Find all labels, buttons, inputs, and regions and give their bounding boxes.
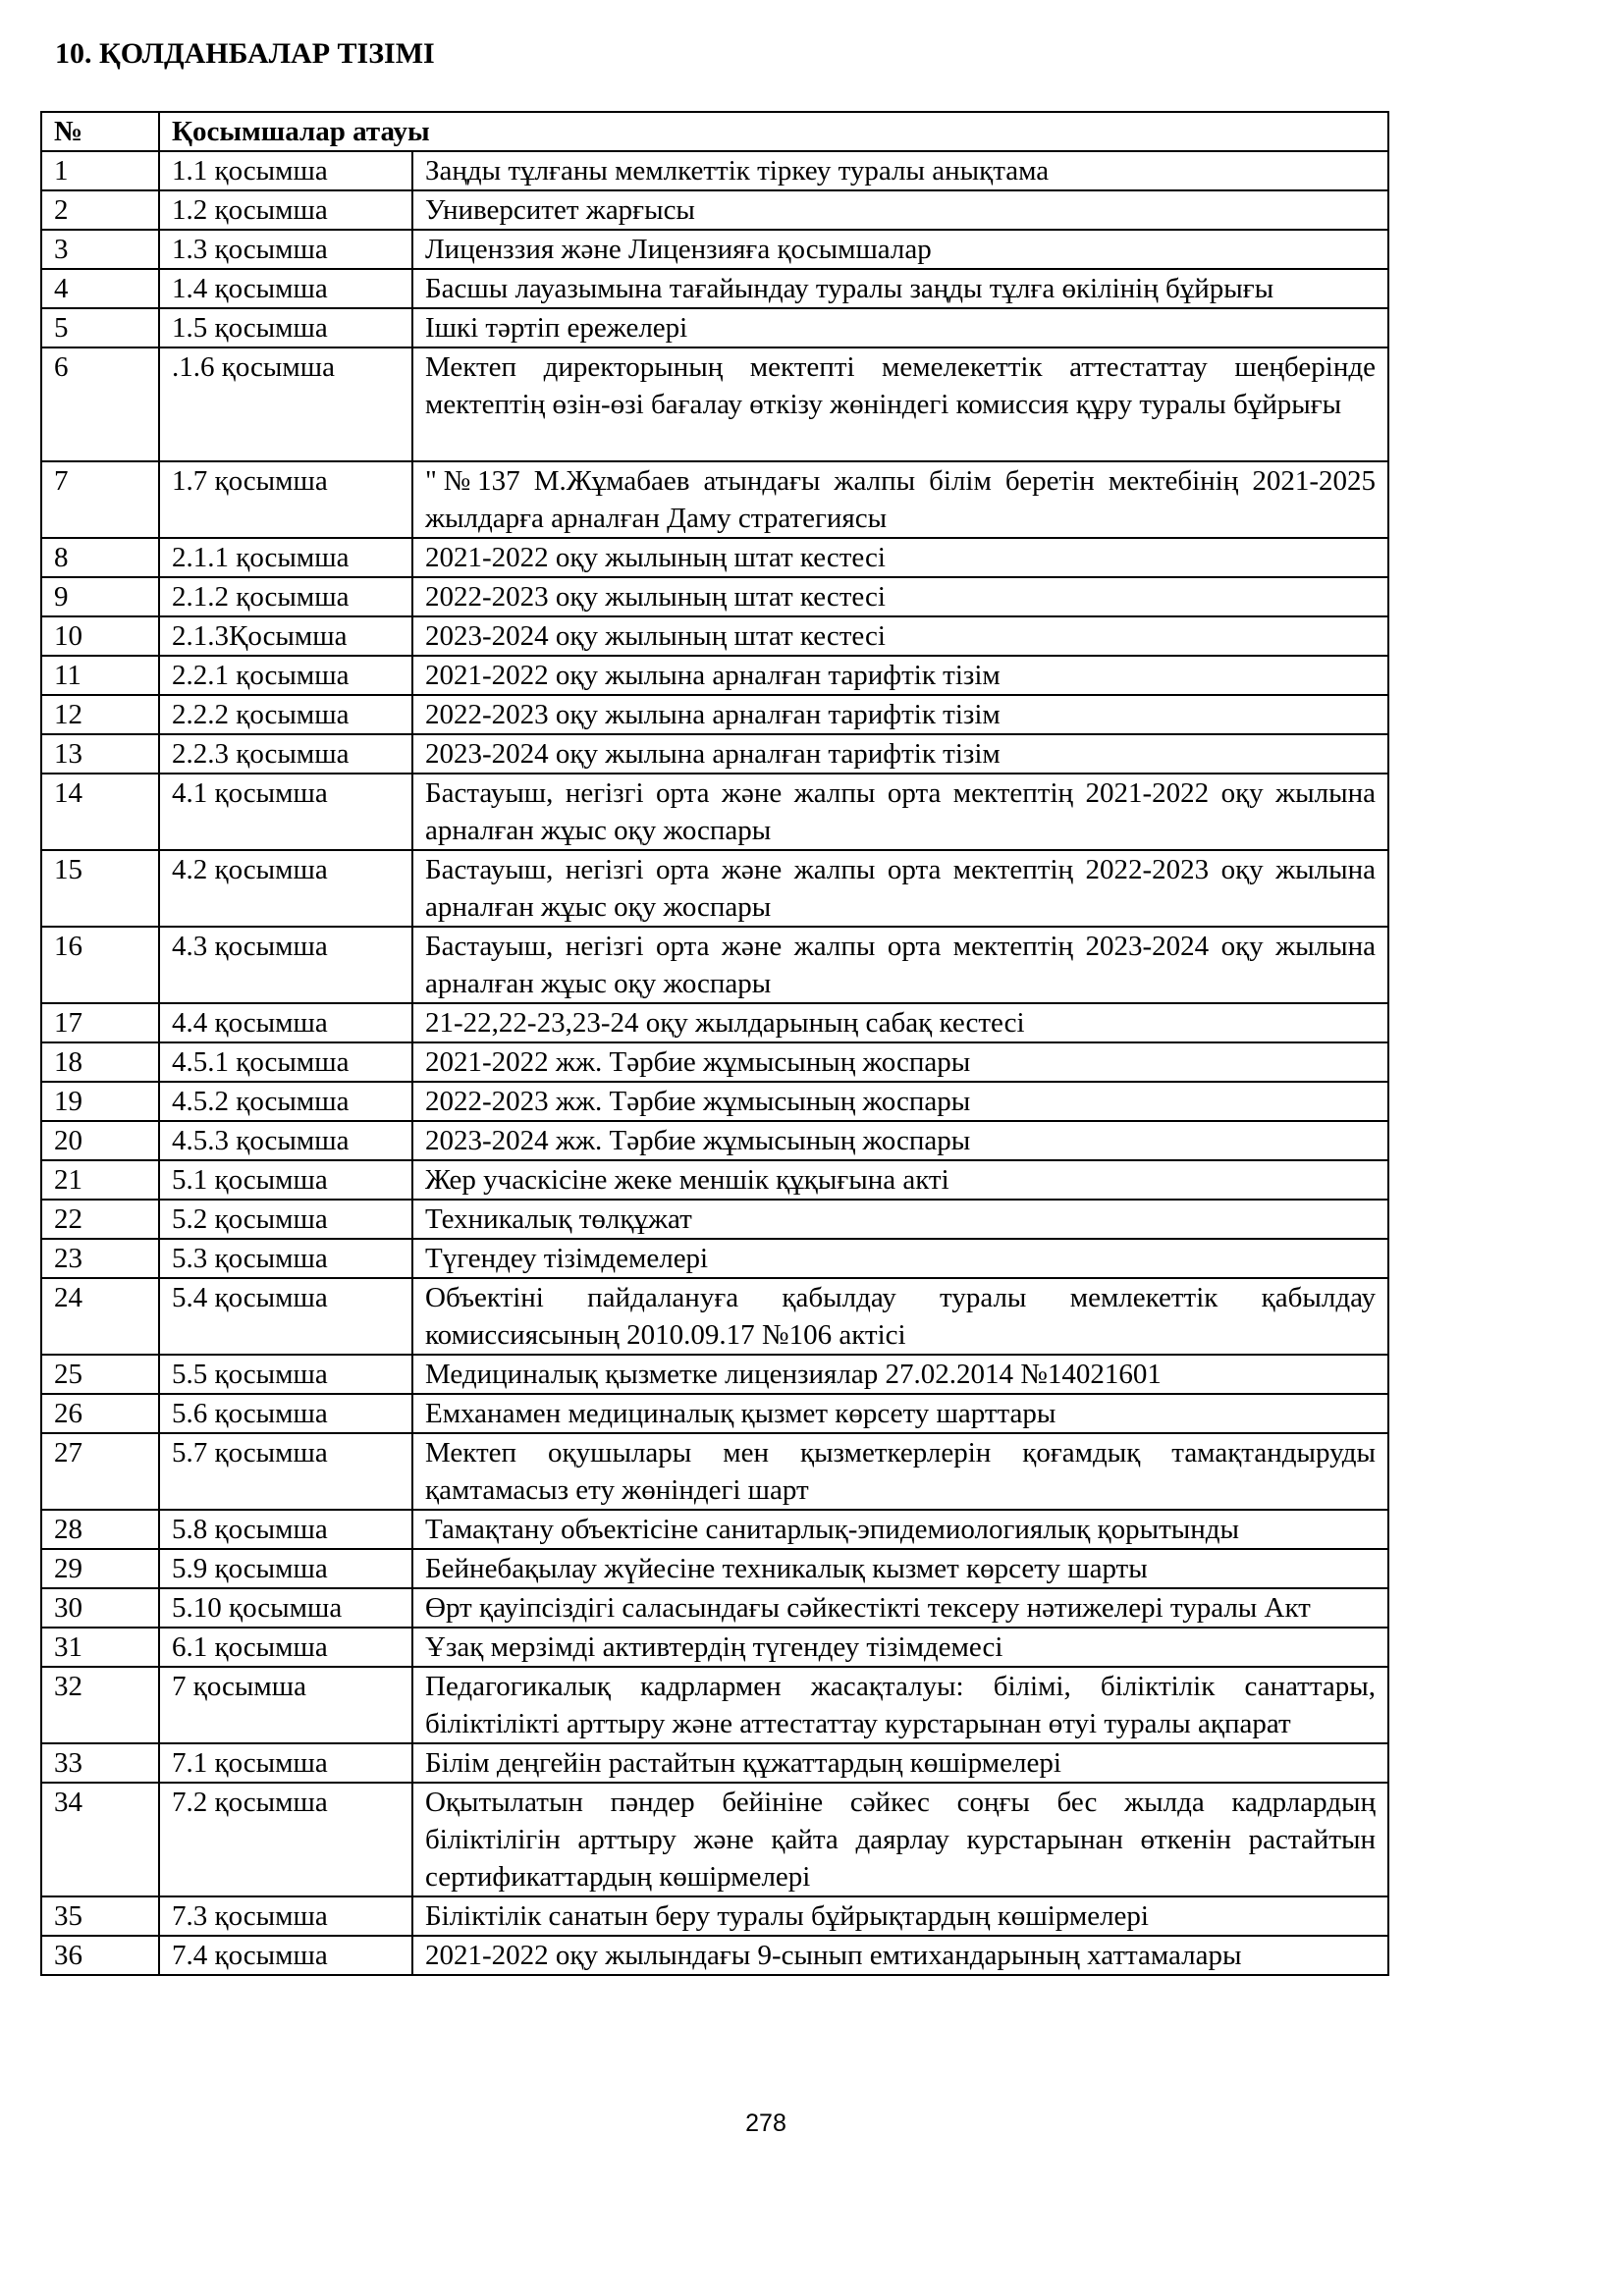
row-appendix-title: Лиценззия және Лицензияға қосымшалар [412, 230, 1388, 269]
row-number: 19 [41, 1082, 159, 1121]
row-number: 31 [41, 1628, 159, 1667]
header-appendix-title: Қосымшалар атауы [159, 112, 1388, 151]
table-row [41, 774, 1388, 850]
row-appendix-title: Емханамен медициналық қызмет көрсету шарттары [412, 1394, 1388, 1433]
table-row [41, 1160, 1388, 1200]
row-appendix-title: Объектіні пайдалануға қабылдау туралы мемлекеттік қабылдау комиссиясының 2010.09.17 №106 актісі [412, 1278, 1388, 1355]
row-appendix-title: 2021-2022 оқу жылының штат кестесі [412, 538, 1388, 577]
row-appendix-code: .1.6 қосымша [159, 347, 412, 461]
row-appendix-title: Тамақтану объектісіне санитарлық-эпидемиологиялық қорытынды [412, 1510, 1388, 1549]
row-appendix-code: 7 қосымша [159, 1667, 412, 1743]
row-appendix-code: 5.10 қосымша [159, 1588, 412, 1628]
header-number: № [41, 112, 159, 151]
row-appendix-code: 1.4 қосымша [159, 269, 412, 308]
row-appendix-title: Мектеп оқушылары мен қызметкерлерін қоғамдық тамақтандыруды қамтамасыз ету жөніндегі шарт [412, 1433, 1388, 1510]
row-number: 34 [41, 1783, 159, 1896]
row-appendix-title: 2021-2022 оқу жылындағы 9-сынып емтихандарының хаттамалары [412, 1936, 1388, 1975]
table-row [41, 695, 1388, 734]
table-row [41, 461, 1388, 538]
table-row [41, 1433, 1388, 1510]
row-appendix-code: 4.5.2 қосымша [159, 1082, 412, 1121]
table-row [41, 1200, 1388, 1239]
row-appendix-code: 1.3 қосымша [159, 230, 412, 269]
row-appendix-code: 5.1 қосымша [159, 1160, 412, 1200]
row-appendix-code: 1.2 қосымша [159, 190, 412, 230]
table-row [41, 269, 1388, 308]
row-appendix-title: Бастауыш, негізгі орта және жалпы орта мектептің 2023-2024 оқу жылына арналған жұыс оқу жоспары [412, 927, 1388, 1003]
table-row [41, 927, 1388, 1003]
row-appendix-code: 2.2.1 қосымша [159, 656, 412, 695]
row-appendix-code: 2.2.3 қосымша [159, 734, 412, 774]
table-row [41, 850, 1388, 927]
row-appendix-code: 1.5 қосымша [159, 308, 412, 347]
row-appendix-title: 2023-2024 оқу жылының штат кестесі [412, 616, 1388, 656]
table-row [41, 1082, 1388, 1121]
row-number: 3 [41, 230, 159, 269]
row-appendix-title: Мектеп директорының мектепті мемелекеттік аттестаттау шеңберінде мектептің өзін-өзі бағалау өткізу жөніндегі комиссия құру туралы бұйрығы [412, 347, 1388, 461]
table-row [41, 1042, 1388, 1082]
table-row [41, 1628, 1388, 1667]
table-row [41, 1667, 1388, 1743]
row-appendix-code: 7.2 қосымша [159, 1783, 412, 1896]
table-row [41, 1394, 1388, 1433]
row-number: 11 [41, 656, 159, 695]
table-row [41, 616, 1388, 656]
row-appendix-title: Түгендеу тізімдемелері [412, 1239, 1388, 1278]
table-row [41, 577, 1388, 616]
row-appendix-code: 4.1 қосымша [159, 774, 412, 850]
row-appendix-code: 7.1 қосымша [159, 1743, 412, 1783]
row-appendix-code: 5.4 қосымша [159, 1278, 412, 1355]
appendix-table [40, 111, 1389, 1976]
row-appendix-title: "№137 М.Жұмабаев атындағы жалпы білім беретін мектебінің 2021-2025 жылдарға арналған Даму стратегиясы [412, 461, 1388, 538]
row-appendix-code: 2.1.2 қосымша [159, 577, 412, 616]
row-appendix-code: 5.5 қосымша [159, 1355, 412, 1394]
row-number: 7 [41, 461, 159, 538]
row-number: 4 [41, 269, 159, 308]
row-number: 30 [41, 1588, 159, 1628]
table-row [41, 656, 1388, 695]
row-appendix-title: Университет жарғысы [412, 190, 1388, 230]
page-heading: 10. ҚОЛДАНБАЛАР ТІЗІМІ [55, 37, 435, 70]
row-number: 24 [41, 1278, 159, 1355]
row-appendix-code: 5.7 қосымша [159, 1433, 412, 1510]
row-appendix-title: 21-22,22-23,23-24 оқу жылдарының сабақ кестесі [412, 1003, 1388, 1042]
row-appendix-title: Басшы лауазымына тағайындау туралы заңды тұлға өкілінің бұйрығы [412, 269, 1388, 308]
row-appendix-title: Заңды тұлғаны мемлкеттік тіркеу туралы анықтама [412, 151, 1388, 190]
table-row [41, 1278, 1388, 1355]
row-appendix-title: 2022-2023 оқу жылының штат кестесі [412, 577, 1388, 616]
row-number: 12 [41, 695, 159, 734]
row-number: 17 [41, 1003, 159, 1042]
row-number: 21 [41, 1160, 159, 1200]
row-number: 22 [41, 1200, 159, 1239]
row-appendix-code: 5.6 қосымша [159, 1394, 412, 1433]
row-number: 5 [41, 308, 159, 347]
table-row [41, 1549, 1388, 1588]
table-row [41, 1896, 1388, 1936]
row-appendix-title: Бейнебақылау жүйесіне техникалық кызмет көрсету шарты [412, 1549, 1388, 1588]
row-number: 16 [41, 927, 159, 1003]
row-number: 32 [41, 1667, 159, 1743]
table-row [41, 734, 1388, 774]
table-row [41, 1588, 1388, 1628]
table-row [41, 230, 1388, 269]
row-appendix-title: 2022-2023 жж. Тәрбие жұмысының жоспары [412, 1082, 1388, 1121]
row-appendix-code: 7.4 қосымша [159, 1936, 412, 1975]
table-row [41, 151, 1388, 190]
table-row [41, 1239, 1388, 1278]
row-appendix-title: Білім деңгейін растайтын құжаттардың көшірмелері [412, 1743, 1388, 1783]
row-number: 18 [41, 1042, 159, 1082]
table-body [41, 151, 1388, 1975]
row-number: 36 [41, 1936, 159, 1975]
row-number: 2 [41, 190, 159, 230]
row-appendix-title: 2021-2022 оқу жылына арналған тарифтік тізім [412, 656, 1388, 695]
row-appendix-code: 4.4 қосымша [159, 1003, 412, 1042]
row-number: 29 [41, 1549, 159, 1588]
row-appendix-code: 5.8 қосымша [159, 1510, 412, 1549]
table-row [41, 1003, 1388, 1042]
row-appendix-code: 4.5.3 қосымша [159, 1121, 412, 1160]
table-row [41, 308, 1388, 347]
row-appendix-title: Техникалық төлқұжат [412, 1200, 1388, 1239]
table-row [41, 1936, 1388, 1975]
row-number: 35 [41, 1896, 159, 1936]
table-header-row [41, 112, 1388, 151]
row-appendix-code: 5.2 қосымша [159, 1200, 412, 1239]
row-appendix-title: 2023-2024 жж. Тәрбие жұмысының жоспары [412, 1121, 1388, 1160]
row-number: 9 [41, 577, 159, 616]
table-row [41, 347, 1388, 461]
row-number: 33 [41, 1743, 159, 1783]
row-number: 14 [41, 774, 159, 850]
row-number: 8 [41, 538, 159, 577]
row-number: 26 [41, 1394, 159, 1433]
row-appendix-title: Медициналық қызметке лицензиялар 27.02.2014 №14021601 [412, 1355, 1388, 1394]
row-appendix-code: 4.2 қосымша [159, 850, 412, 927]
table-row [41, 538, 1388, 577]
row-appendix-code: 7.3 қосымша [159, 1896, 412, 1936]
row-number: 27 [41, 1433, 159, 1510]
table-row [41, 1355, 1388, 1394]
page-number: 278 [745, 2109, 786, 2137]
row-number: 15 [41, 850, 159, 927]
row-appendix-code: 5.3 қосымша [159, 1239, 412, 1278]
table-row [41, 1743, 1388, 1783]
table-row [41, 190, 1388, 230]
table-row [41, 1510, 1388, 1549]
row-appendix-code: 4.5.1 қосымша [159, 1042, 412, 1082]
row-appendix-code: 6.1 қосымша [159, 1628, 412, 1667]
row-number: 10 [41, 616, 159, 656]
row-appendix-title: Өрт қауіпсіздігі саласындағы сәйкестікті тексеру нәтижелері туралы Акт [412, 1588, 1388, 1628]
row-appendix-code: 2.1.1 қосымша [159, 538, 412, 577]
row-appendix-title: Оқытылатын пәндер бейініне сәйкес соңғы бес жылда кадрлардың біліктілігін арттыру және қайта даярлау курстарынан өткенін растайтын сертификаттардың көшірмелері [412, 1783, 1388, 1896]
row-appendix-title: Бастауыш, негізгі орта және жалпы орта мектептің 2022-2023 оқу жылына арналған жұыс оқу жоспары [412, 850, 1388, 927]
row-number: 28 [41, 1510, 159, 1549]
row-appendix-title: 2021-2022 жж. Тәрбие жұмысының жоспары [412, 1042, 1388, 1082]
row-appendix-code: 4.3 қосымша [159, 927, 412, 1003]
row-number: 13 [41, 734, 159, 774]
row-number: 20 [41, 1121, 159, 1160]
row-appendix-title: 2022-2023 оқу жылына арналған тарифтік тізім [412, 695, 1388, 734]
table-row [41, 1121, 1388, 1160]
row-appendix-title: Бастауыш, негізгі орта және жалпы орта мектептің 2021-2022 оқу жылына арналған жұыс оқу жоспары [412, 774, 1388, 850]
row-appendix-code: 2.2.2 қосымша [159, 695, 412, 734]
row-appendix-code: 1.7 қосымша [159, 461, 412, 538]
row-appendix-title: Педагогикалық кадрлармен жасақталуы: білімі, біліктілік санаттары, біліктілікті арттыру және аттестаттау курстарынан өтуі туралы ақпарат [412, 1667, 1388, 1743]
row-appendix-code: 2.1.3Қосымша [159, 616, 412, 656]
table-row [41, 1783, 1388, 1896]
row-appendix-title: Ұзақ мерзімді активтердің түгендеу тізімдемесі [412, 1628, 1388, 1667]
row-appendix-code: 5.9 қосымша [159, 1549, 412, 1588]
row-appendix-title: 2023-2024 оқу жылына арналған тарифтік тізім [412, 734, 1388, 774]
row-appendix-title: Біліктілік санатын беру туралы бұйрықтардың көшірмелері [412, 1896, 1388, 1936]
row-number: 1 [41, 151, 159, 190]
row-number: 23 [41, 1239, 159, 1278]
row-number: 25 [41, 1355, 159, 1394]
row-number: 6 [41, 347, 159, 461]
row-appendix-title: Ішкі тәртіп ережелері [412, 308, 1388, 347]
row-appendix-title: Жер учаскісіне жеке меншік құқығына акті [412, 1160, 1388, 1200]
row-appendix-code: 1.1 қосымша [159, 151, 412, 190]
